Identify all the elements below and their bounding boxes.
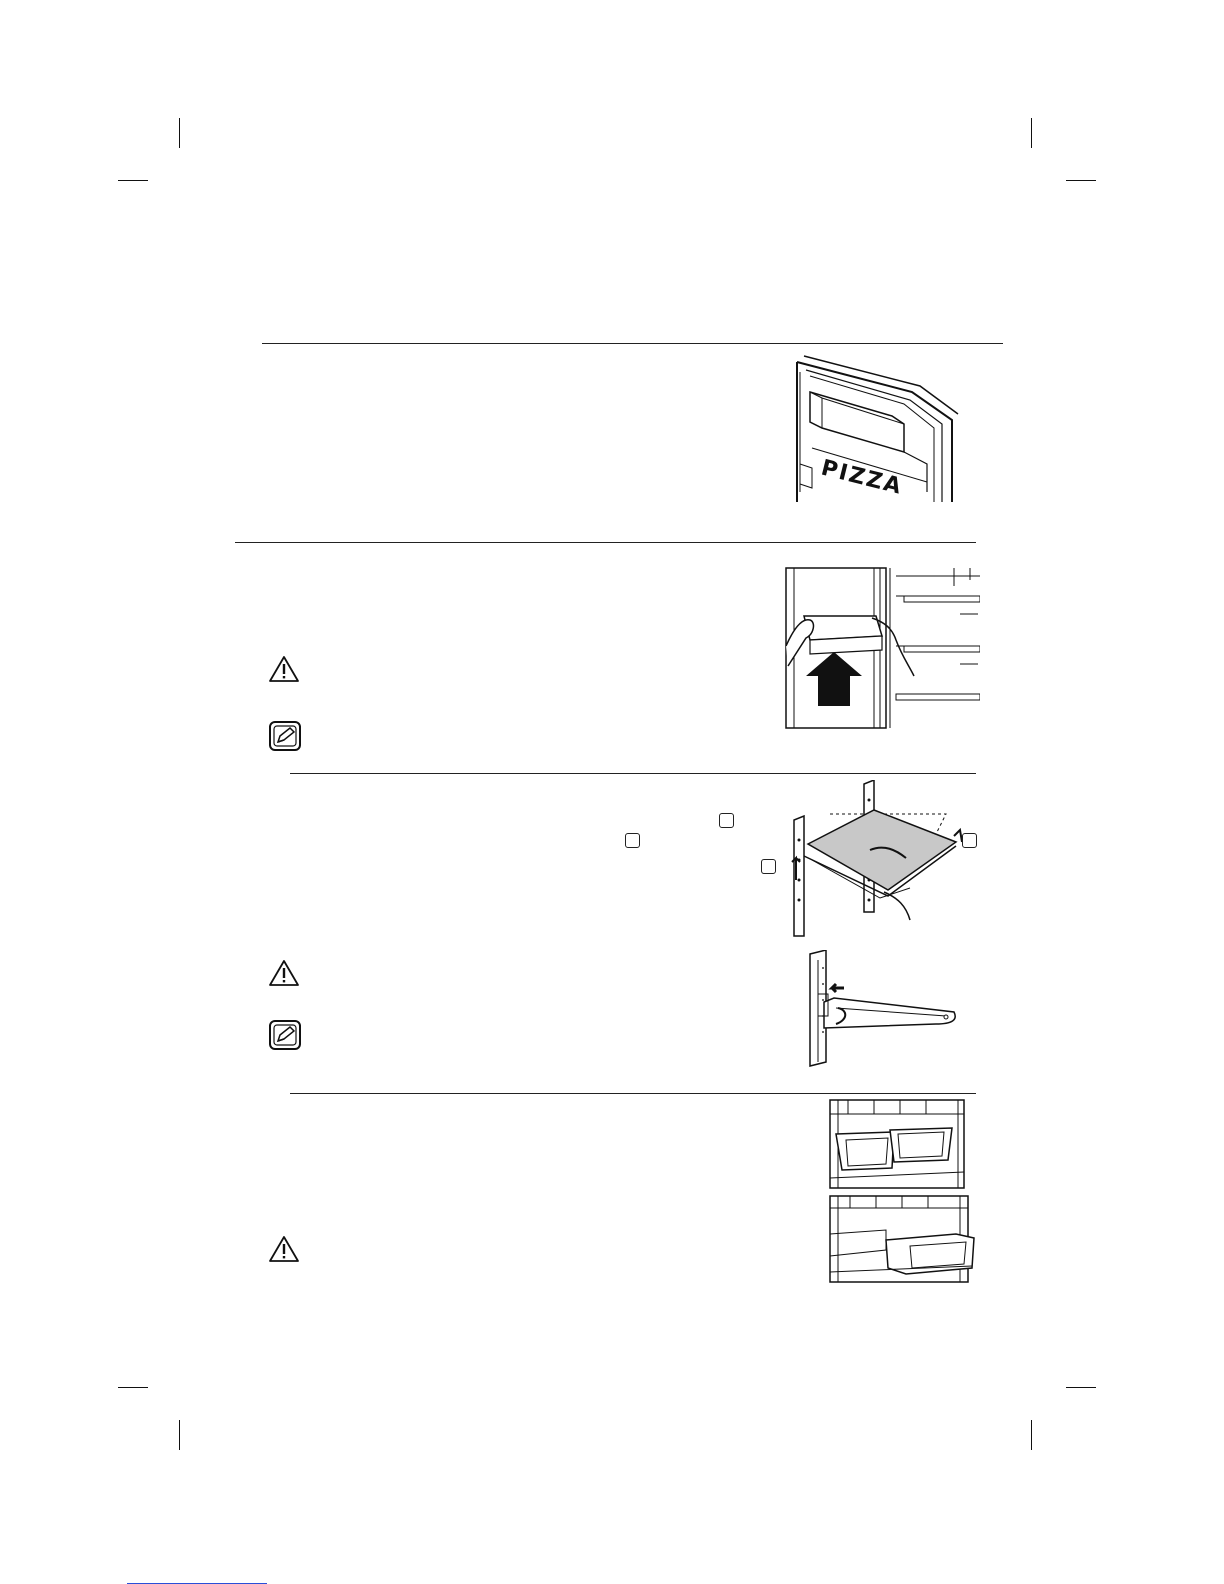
pizza-box-label: PIZZA xyxy=(818,455,906,500)
pizza-rack-illustration xyxy=(792,352,962,502)
section-rule-4 xyxy=(290,1093,976,1094)
step-marker-c xyxy=(962,833,977,848)
drawer-bottom-illustration xyxy=(826,1194,976,1284)
warning-triangle-icon xyxy=(268,959,300,987)
step-marker-a xyxy=(719,813,734,828)
section-rule-2 xyxy=(235,542,976,543)
note-pencil-icon xyxy=(268,1019,302,1051)
shelf-bracket-illustration xyxy=(806,950,966,1070)
crop-mark-bottom-right-horizontal xyxy=(1066,1387,1096,1388)
note-pencil-icon xyxy=(268,720,302,752)
drawer-top-illustration xyxy=(828,1098,968,1190)
crop-mark-bottom-right-vertical xyxy=(1031,1420,1032,1450)
crop-mark-top-left-horizontal xyxy=(118,180,148,181)
crop-mark-bottom-left-horizontal xyxy=(118,1387,148,1388)
glass-shelf-removal-illustration xyxy=(760,780,980,940)
crop-mark-top-left-vertical xyxy=(179,118,180,148)
step-marker-d xyxy=(761,859,776,874)
section-rule-3 xyxy=(290,773,976,774)
step-marker-b xyxy=(625,833,640,848)
crop-mark-top-right-horizontal xyxy=(1066,180,1096,181)
door-bin-removal-illustration xyxy=(784,566,980,730)
warning-triangle-icon xyxy=(268,1235,300,1263)
crop-mark-top-right-vertical xyxy=(1031,118,1032,148)
crop-mark-bottom-left-vertical xyxy=(179,1420,180,1450)
warning-triangle-icon xyxy=(268,655,300,683)
section-rule-1 xyxy=(262,343,1003,344)
